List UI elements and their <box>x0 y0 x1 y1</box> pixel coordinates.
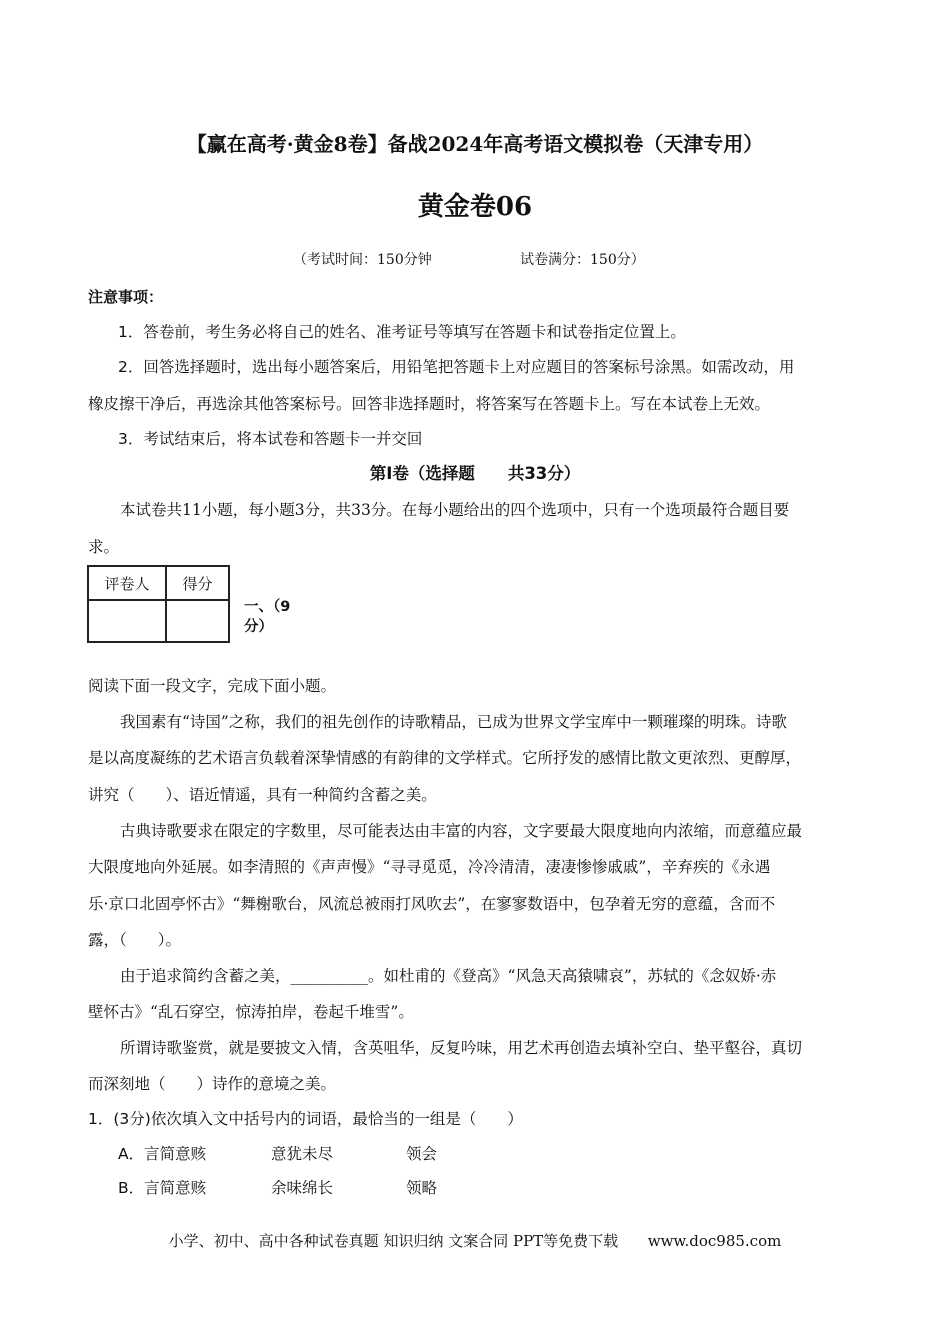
paper-subtitle: 黄金卷06 <box>417 192 533 222</box>
question-group-heading-line-1: 一、（9 <box>244 599 291 615</box>
full-score: 试卷满分：150分） <box>520 252 645 268</box>
section-intro-line-1: 本试卷共11小题，每小题3分，共33分。在每小题给出的四个选项中，只有一个选项最符合题目要 <box>120 501 790 519</box>
grader-header: 评卷人 <box>88 566 166 600</box>
passage-line: 古典诗歌要求在限定的字数里，尽可能表达由丰富的内容，文字要最大限度地向内浓缩，而意蕴应最 <box>120 822 803 840</box>
passage-line: 露，（ ）。 <box>88 931 182 949</box>
notice-item-1: 1．答卷前，考生务必将自己的姓名、准考证号等填写在答题卡和试卷指定位置上。 <box>118 323 686 341</box>
passage-line: 讲究（ ）、语近情遥，具有一种简约含蓄之美。 <box>88 786 437 804</box>
passage-line: 乐·京口北固亭怀古》“舞榭歌台，风流总被雨打风吹去”，在寥寥数语中，包孕着无穷的意蕴，含而不 <box>88 895 776 913</box>
question-group-heading-line-2: 分） <box>244 619 273 635</box>
grader-cell <box>88 600 166 642</box>
question-1-stem: 1．(3分)依次填入文中括号内的词语，最恰当的一组是（ ） <box>88 1110 523 1128</box>
option-a-second: 意犹未尽 <box>271 1145 334 1163</box>
score-table <box>87 565 230 643</box>
passage-line: 壁怀古》“乱石穿空，惊涛拍岸，卷起千堆雪”。 <box>88 1003 414 1021</box>
option-a-third: 领会 <box>406 1145 438 1163</box>
option-b-second: 余味绵长 <box>271 1179 334 1197</box>
passage-line: 所谓诗歌鉴赏，就是要披文入情，含英咀华，反复吟味，用艺术再创造去填补空白、垫平壑谷，真切 <box>120 1039 803 1057</box>
notice-heading: 注意事项： <box>88 288 164 306</box>
option-a-label: A．言简意赅 <box>118 1145 207 1163</box>
passage-line: 而深刻地（ ）诗作的意境之美。 <box>88 1075 337 1093</box>
score-header: 得分 <box>166 566 229 600</box>
passage-line: 大限度地向外延展。如李清照的《声声慢》“寻寻觅觅，冷冷清清，凄凄惨惨戚戚”，辛弃疾的《永遇 <box>88 858 771 876</box>
footer <box>0 1230 950 1251</box>
option-b-label: B．言简意赅 <box>118 1179 207 1197</box>
question-group-heading <box>244 597 290 637</box>
exam-time: （考试时间：150分钟 <box>293 252 432 268</box>
paper-title: 【赢在高考·黄金8卷】备战2024年高考语文模拟卷（天津专用） <box>186 132 764 156</box>
passage-line: 我国素有“诗国”之称，我们的祖先创作的诗歌精品，已成为世界文学宝库中一颗璀璨的明珠。诗歌 <box>120 713 787 731</box>
section-intro-line-2: 求。 <box>88 538 120 556</box>
section-title: 第Ⅰ卷（选择题 共33分） <box>369 464 581 483</box>
score-cell <box>166 600 229 642</box>
passage-instruction: 阅读下面一段文字，完成下面小题。 <box>88 677 337 695</box>
footer-text: 小学、初中、高中各种试卷真题 知识归纳 文案合同 PPT等免费下载 <box>168 1232 619 1250</box>
passage-line: 是以高度凝练的艺术语言负载着深挚情感的有韵律的文学样式。它所抒发的感情比散文更浓烈、更醇厚， <box>88 749 802 767</box>
notice-item-2-line-1: 2．回答选择题时，选出每小题答案后，用铅笔把答题卡上对应题目的答案标号涂黑。如需改动，用 <box>118 358 795 376</box>
footer-url[interactable]: www.doc985.com <box>647 1232 782 1250</box>
option-b-third: 领略 <box>406 1179 438 1197</box>
notice-item-3: 3．考试结束后，将本试卷和答题卡一并交回 <box>118 430 423 448</box>
passage-line: 由于追求简约含蓄之美，__________。如杜甫的《登高》“风急天高猿啸哀”，苏轼的《念奴娇·赤 <box>120 967 777 985</box>
notice-item-2-line-2: 橡皮擦干净后，再选涂其他答案标号。回答非选择题时，将答案写在答题卡上。写在本试卷上无效。 <box>88 395 771 413</box>
